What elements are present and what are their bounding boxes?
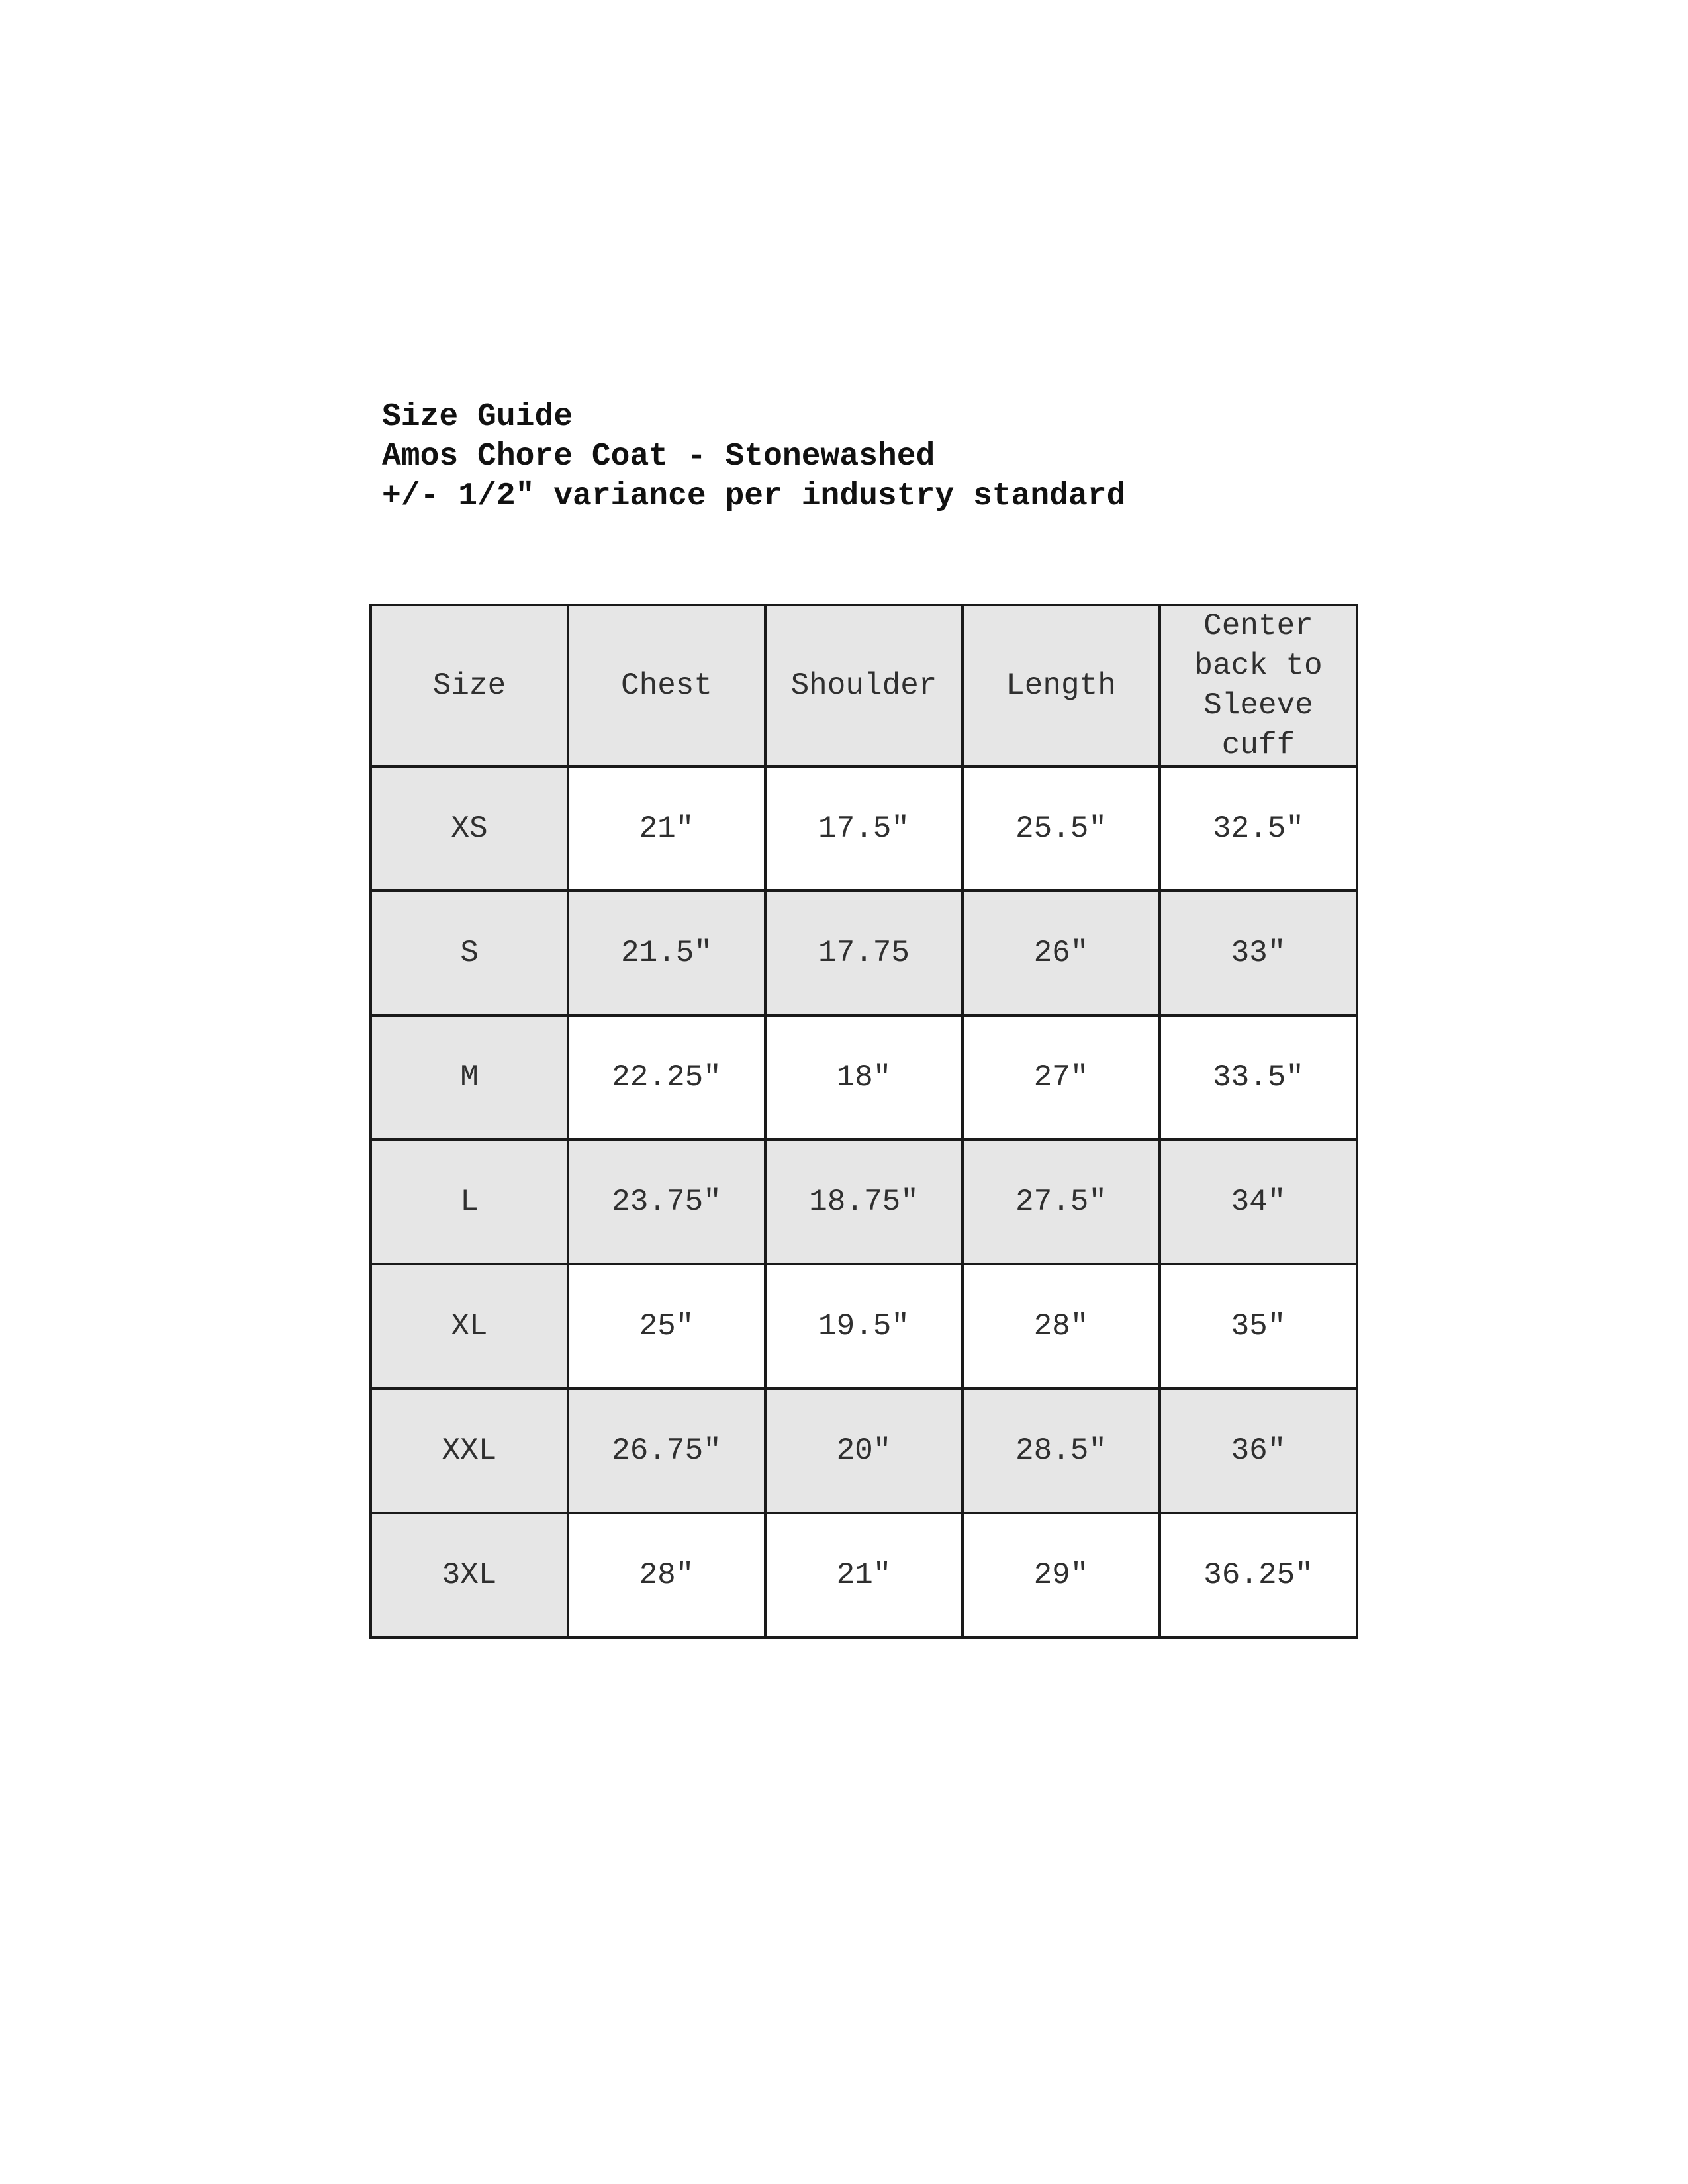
length-cell: 28″	[962, 1264, 1160, 1388]
header-size: Size	[371, 605, 568, 766]
shoulder-cell: 17.5″	[765, 766, 962, 891]
shoulder-cell: 18.75″	[765, 1140, 962, 1264]
shoulder-cell: 18″	[765, 1015, 962, 1140]
table-row	[371, 1513, 1357, 1637]
header-chest: Chest	[568, 605, 765, 766]
chest-cell: 21.5″	[568, 891, 765, 1015]
size-guide-heading	[382, 397, 1507, 516]
sleeve-cell: 35″	[1160, 1264, 1357, 1388]
shoulder-cell: 19.5″	[765, 1264, 962, 1388]
table-row	[371, 1264, 1357, 1388]
size-cell: S	[371, 891, 568, 1015]
size-cell: L	[371, 1140, 568, 1264]
chest-cell: 23.75″	[568, 1140, 765, 1264]
header-sleeve: Center back to Sleeve cuff	[1160, 605, 1357, 766]
table-row	[371, 1015, 1357, 1140]
table-row	[371, 891, 1357, 1015]
size-cell: 3XL	[371, 1513, 568, 1637]
length-cell: 28.5″	[962, 1388, 1160, 1513]
shoulder-cell: 20″	[765, 1388, 962, 1513]
size-cell: XL	[371, 1264, 568, 1388]
sleeve-cell: 36″	[1160, 1388, 1357, 1513]
header-row	[371, 605, 1357, 766]
size-cell: XS	[371, 766, 568, 891]
length-cell: 25.5″	[962, 766, 1160, 891]
sleeve-cell: 33″	[1160, 891, 1357, 1015]
size-chart-table	[369, 604, 1358, 1639]
chest-cell: 22.25″	[568, 1015, 765, 1140]
size-cell: XXL	[371, 1388, 568, 1513]
table-row	[371, 1140, 1357, 1264]
chest-cell: 26.75″	[568, 1388, 765, 1513]
sleeve-cell: 32.5″	[1160, 766, 1357, 891]
header-shoulder: Shoulder	[765, 605, 962, 766]
sleeve-cell: 33.5″	[1160, 1015, 1357, 1140]
length-cell: 29″	[962, 1513, 1160, 1637]
table-row	[371, 766, 1357, 891]
variance-note: +/- 1/2″ variance per industry standard	[382, 478, 1126, 514]
table-row	[371, 1388, 1357, 1513]
chest-cell: 21″	[568, 766, 765, 891]
length-cell: 26″	[962, 891, 1160, 1015]
length-cell: 27″	[962, 1015, 1160, 1140]
chest-cell: 28″	[568, 1513, 765, 1637]
document-title: Size Guide	[382, 399, 573, 435]
size-cell: M	[371, 1015, 568, 1140]
sleeve-cell: 34″	[1160, 1140, 1357, 1264]
product-name: Amos Chore Coat - Stonewashed	[382, 439, 935, 475]
header-length: Length	[962, 605, 1160, 766]
shoulder-cell: 21″	[765, 1513, 962, 1637]
sleeve-cell: 36.25″	[1160, 1513, 1357, 1637]
shoulder-cell: 17.75	[765, 891, 962, 1015]
length-cell: 27.5″	[962, 1140, 1160, 1264]
chest-cell: 25″	[568, 1264, 765, 1388]
